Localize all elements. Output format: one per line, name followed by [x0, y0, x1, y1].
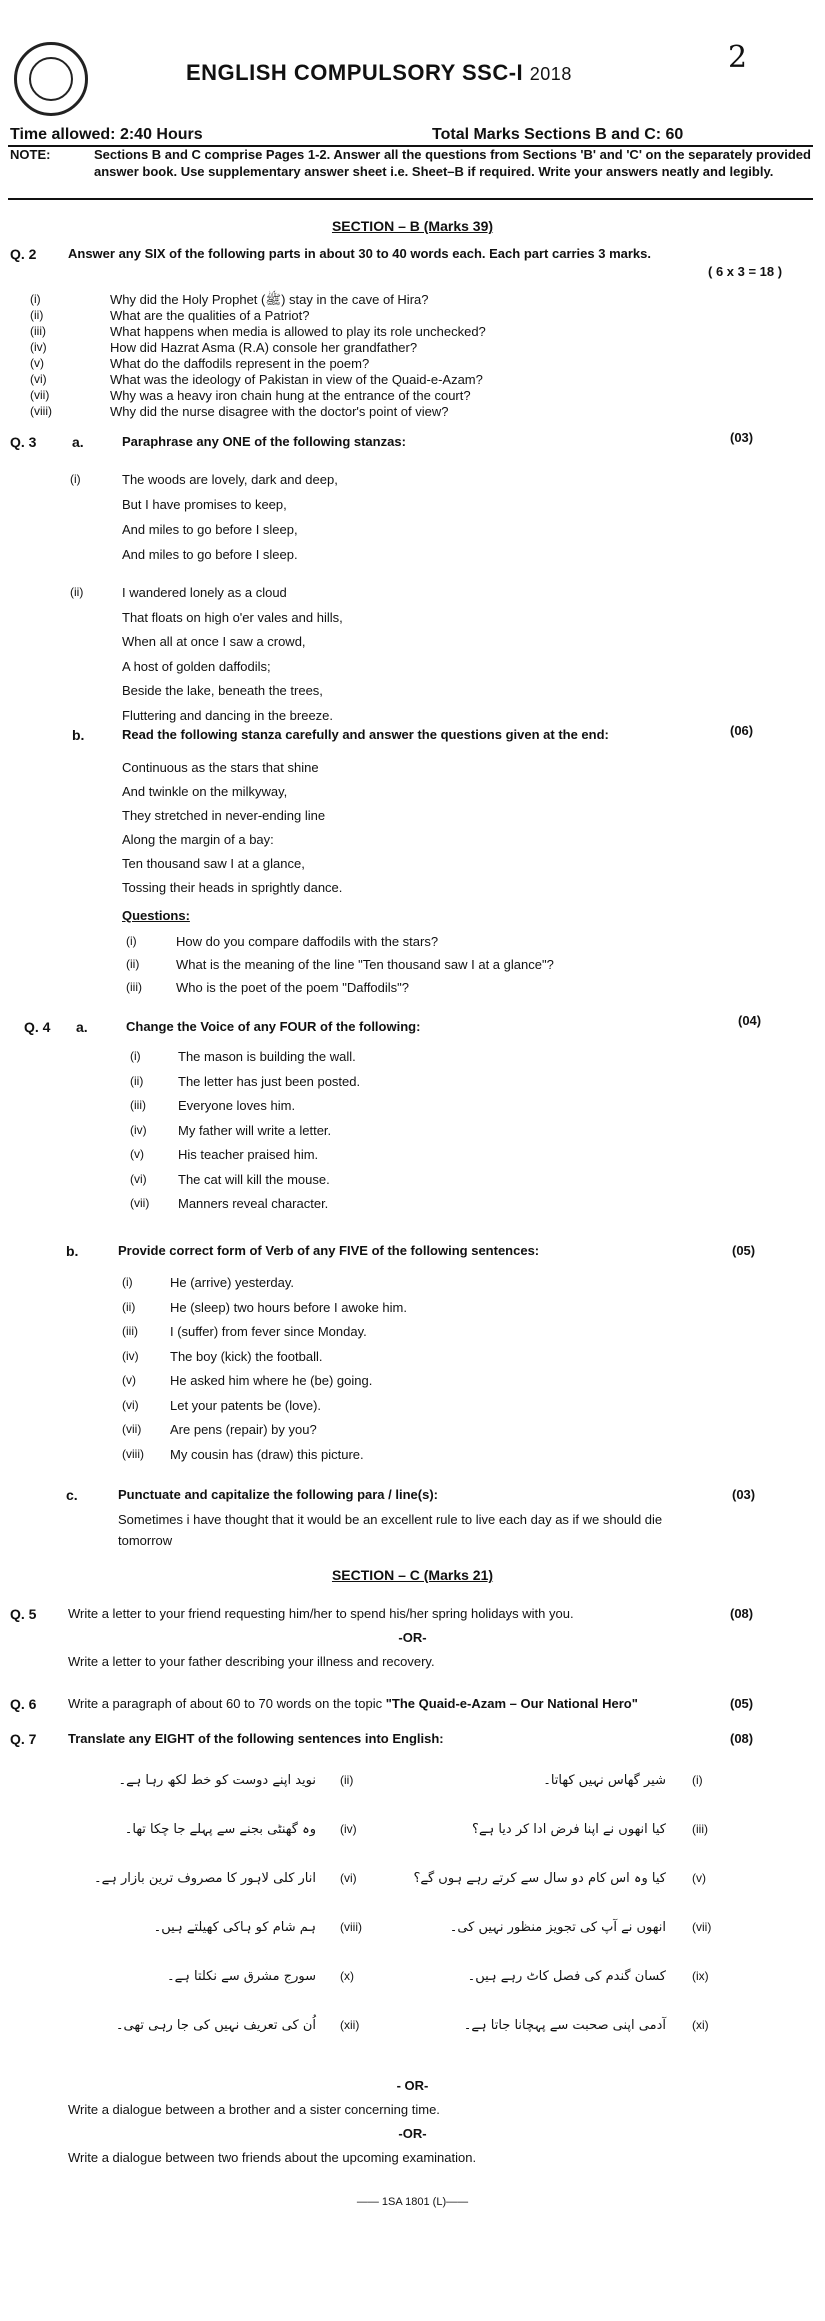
note-divider [8, 198, 813, 200]
q7-urdu-sentence: نوید اپنے دوست کو خط لکھ رہا ہے۔ [118, 1773, 316, 1788]
q4a-item-text: Everyone loves him. [178, 1098, 296, 1113]
q3b-marks: (06) [730, 723, 754, 738]
q4c-text-line1: Sometimes i have thought that it would be an excellent rule to live each day as if we should die [118, 1512, 663, 1527]
q2-item-text: What are the qualities of a Patriot? [110, 308, 310, 323]
stanza-line: Continuous as the stars that shine [122, 760, 319, 775]
question-item-number: (i) [126, 934, 137, 948]
q7-sentence-number: (vi) [340, 1871, 357, 1885]
q4a-item-text: The letter has just been posted. [178, 1073, 361, 1089]
stanza-line: I wandered lonely as a cloud [122, 585, 287, 600]
stanza-line: A host of golden daffodils; [122, 658, 271, 674]
stanza-line: They stretched in never-ending line [122, 808, 326, 823]
q7-sentence-number: (xi) [692, 2018, 709, 2032]
section-c-title: SECTION – C (Marks 21) [331, 1567, 494, 1583]
q7-urdu-sentence: کیا وہ اس کام دو سال سے کرتے رہے ہوں گے؟ [413, 1871, 666, 1886]
q7-or-1: - OR- [396, 2078, 429, 2093]
q4b-item-number: (vi) [122, 1397, 139, 1412]
q2-item-text: What happens when media is allowed to play its role unchecked? [110, 324, 486, 339]
q5-number: Q. 5 [10, 1606, 37, 1622]
q2-item-text: Why did the nurse disagree with the doctor's point of view? [110, 404, 449, 419]
q7-number: Q. 7 [10, 1731, 37, 1747]
q4b-item-text: He asked him where he (be) going. [170, 1373, 373, 1388]
q2-item-number: (ii) [30, 308, 44, 322]
q7-urdu-sentence: انھوں نے آپ کی تجویز منظور نہیں کی۔ [449, 1920, 666, 1935]
q7-sentence-number: (viii) [340, 1920, 362, 1934]
stanza-line: That floats on high o'er vales and hills, [122, 609, 343, 625]
q7-marks: (08) [730, 1731, 754, 1746]
q4b-item-number: (ii) [122, 1299, 136, 1314]
stanza-line: Beside the lake, beneath the trees, [122, 683, 323, 698]
q4b-item-number: (viii) [122, 1446, 144, 1461]
q4a-marks: (04) [738, 1013, 762, 1028]
q7-sentence-number: (iii) [692, 1822, 708, 1836]
q4-number: Q. 4 [24, 1019, 51, 1035]
q7-or-2: -OR- [398, 2126, 427, 2141]
q3a-label: a. [72, 434, 84, 450]
q6-marks: (05) [730, 1696, 754, 1711]
q2-instruction: Answer any SIX of the following parts in about 30 to 40 words each. Each part carries 3 marks. [68, 246, 652, 261]
q7-urdu-sentence: سورج مشرق سے نکلتا ہے۔ [167, 1969, 316, 1984]
q2-item-text: Why was a heavy iron chain hung at the entrance of the court? [110, 388, 471, 403]
q5-text1: Write a letter to your friend requesting him/her to spend his/her spring holidays with you. [68, 1606, 574, 1621]
q4a-item-number: (i) [130, 1049, 141, 1063]
q4b-marks: (05) [732, 1243, 756, 1258]
q7-sentence-number: (xii) [340, 2018, 360, 2032]
q5-or: -OR- [398, 1630, 427, 1645]
q5-marks: (08) [730, 1606, 754, 1621]
q4a-item-text: His teacher praised him. [178, 1147, 319, 1162]
q2-item-number: (iii) [30, 324, 46, 338]
q4b-item-number: (v) [122, 1373, 136, 1387]
q7-urdu-sentence: آدمی اپنی صحبت سے پہچانا جاتا ہے۔ [463, 2018, 666, 2033]
q4b-item-text: I (suffer) from fever since Monday. [170, 1324, 367, 1339]
question-item-text: Who is the poet of the poem "Daffodils"? [176, 980, 410, 995]
q7-alt2: Write a dialogue between two friends about the upcoming examination. [68, 2150, 477, 2165]
q7-urdu-sentence: اُن کی تعریف نہیں کی جا رہی تھی۔ [115, 2018, 316, 2033]
q7-sentence-number: (i) [692, 1773, 703, 1787]
question-item-text: What is the meaning of the line "Ten thousand saw I at a glance"? [176, 957, 554, 972]
q2-item-text: How did Hazrat Asma (R.A) console her grandfather? [110, 340, 418, 355]
q3-number: Q. 3 [10, 434, 37, 450]
q7-instruction: Translate any EIGHT of the following sentences into English: [68, 1731, 444, 1746]
q2-item-text: What was the ideology of Pakistan in view of the Quaid-e-Azam? [110, 372, 483, 387]
q2-item-number: (viii) [30, 404, 52, 418]
footer-code: —— 1SA 1801 (L)—— [356, 2196, 469, 2208]
question-item-text: How do you compare daffodils with the stars? [176, 934, 439, 949]
q4b-item-number: (vii) [122, 1422, 142, 1436]
q4b-item-text: He (arrive) yesterday. [170, 1275, 295, 1290]
page-number: 2 [728, 40, 748, 75]
q7-urdu-sentence: شیر گھاس نہیں کھاتا۔ [543, 1773, 666, 1788]
q4a-label: a. [76, 1019, 88, 1035]
q4a-item-number: (iv) [130, 1122, 147, 1137]
board-seal-logo [14, 42, 88, 116]
q4a-instruction: Change the Voice of any FOUR of the following: [126, 1019, 421, 1034]
note-text: Sections B and C comprise Pages 1-2. Answer all the questions from Sections 'B' and 'C' on the separately provided answer book. Use supplementary answer sheet i.e. Sheet–B if required. Write your answers neatly and legibly. [94, 147, 811, 179]
stanza-line: Fluttering and dancing in the breeze. [122, 707, 334, 723]
q4b-instruction: Provide correct form of Verb of any FIVE of the following sentences: [118, 1243, 540, 1258]
stanza-line: Along the margin of a bay: [122, 832, 274, 847]
total-marks: Total Marks Sections B and C: 60 [432, 126, 684, 143]
stanza2-number: (ii) [70, 585, 84, 599]
q2-item-number: (i) [30, 292, 41, 306]
q7-sentence-number: (x) [340, 1969, 354, 1983]
questions-label: Questions: [122, 908, 190, 923]
note-label: NOTE: [10, 147, 51, 162]
q7-urdu-sentence: وہ گھنٹی بجنے سے پہلے جا چکا تھا۔ [124, 1822, 316, 1837]
q2-number: Q. 2 [10, 246, 37, 262]
q4a-item-text: My father will write a letter. [178, 1122, 332, 1138]
q3b-instruction: Read the following stanza carefully and answer the questions given at the end: [122, 727, 609, 742]
stanza-line: Tossing their heads in sprightly dance. [122, 880, 343, 895]
q4b-item-text: My cousin has (draw) this picture. [170, 1446, 364, 1462]
q7-sentence-number: (v) [692, 1871, 706, 1885]
q2-item-number: (iv) [30, 340, 47, 354]
stanza-line: When all at once I saw a crowd, [122, 634, 306, 649]
stanza1-number: (i) [70, 472, 81, 486]
stanza-line: Ten thousand saw I at a glance, [122, 856, 305, 871]
q4a-item-number: (v) [130, 1147, 144, 1161]
q4a-item-text: The cat will kill the mouse. [178, 1171, 330, 1187]
q4a-item-number: (vi) [130, 1171, 147, 1186]
q7-urdu-sentence: انار کلی لاہور کا مصروف ترین بازار ہے۔ [94, 1871, 316, 1886]
q4a-item-text: Manners reveal character. [178, 1196, 329, 1211]
q4c-label: c. [66, 1487, 78, 1503]
stanza-line: The woods are lovely, dark and deep, [122, 472, 338, 487]
stanza-line: But I have promises to keep, [122, 497, 287, 512]
q6-text: Write a paragraph of about 60 to 70 words on the topic "The Quaid-e-Azam – Our National Hero" [68, 1696, 638, 1711]
q4c-instruction: Punctuate and capitalize the following para / line(s): [118, 1487, 438, 1502]
q7-sentence-number: (ii) [340, 1773, 354, 1787]
q7-alt1: Write a dialogue between a brother and a sister concerning time. [68, 2102, 440, 2117]
q4b-item-text: Are pens (repair) by you? [170, 1422, 317, 1437]
q2-item-text: What do the daffodils represent in the poem? [110, 356, 370, 371]
q2-item-number: (vi) [30, 372, 47, 386]
q2-item-number: (v) [30, 356, 44, 370]
q3a-instruction: Paraphrase any ONE of the following stanzas: [122, 434, 406, 449]
q6-topic: "The Quaid-e-Azam – Our National Hero" [385, 1696, 638, 1711]
stanza-line: And miles to go before I sleep. [122, 547, 298, 562]
q4c-text-line2: tomorrow [118, 1533, 173, 1548]
q4b-item-text: He (sleep) two hours before I awoke him. [170, 1299, 407, 1315]
q7-urdu-sentence: کسان گندم کی فصل کاٹ رہے ہیں۔ [467, 1969, 666, 1984]
q4b-item-text: The boy (kick) the football. [170, 1348, 323, 1364]
q5-text2: Write a letter to your father describing your illness and recovery. [68, 1654, 435, 1669]
question-item-number: (iii) [126, 980, 142, 994]
q2-marks: ( 6 x 3 = 18 ) [708, 264, 783, 279]
q7-sentence-number: (iv) [340, 1822, 357, 1836]
q4c-marks: (03) [732, 1487, 756, 1502]
q3b-label: b. [72, 727, 85, 743]
q4b-item-number: (i) [122, 1275, 133, 1289]
q3a-marks: (03) [730, 430, 754, 445]
q2-item-text: Why did the Holy Prophet (ﷺ) stay in the cave of Hira? [110, 292, 429, 307]
q2-item-number: (vii) [30, 388, 50, 402]
q4a-item-number: (vii) [130, 1196, 150, 1210]
q4b-item-number: (iii) [122, 1324, 138, 1338]
q4a-item-text: The mason is building the wall. [178, 1049, 356, 1064]
q7-urdu-sentence: کیا انھوں نے اپنا فرض ادا کر دیا ہے؟ [472, 1822, 666, 1837]
section-b-title: SECTION – B (Marks 39) [331, 218, 494, 234]
time-allowed: Time allowed: 2:40 Hours [10, 126, 203, 143]
stanza-line: And miles to go before I sleep, [122, 522, 298, 537]
q4a-item-number: (ii) [130, 1073, 144, 1088]
q4a-item-number: (iii) [130, 1098, 146, 1112]
q7-sentence-number: (ix) [692, 1969, 709, 1983]
q7-sentence-number: (vii) [692, 1920, 712, 1934]
q7-urdu-sentence: ہم شام کو ہاکی کھیلتے ہیں۔ [153, 1920, 316, 1935]
q4b-label: b. [66, 1243, 79, 1259]
question-item-number: (ii) [126, 957, 140, 971]
paper-title: ENGLISH COMPULSORY SSC-I 2018 [186, 60, 572, 85]
q4b-item-number: (iv) [122, 1348, 139, 1363]
q4b-item-text: Let your patents be (love). [170, 1397, 322, 1413]
stanza-line: And twinkle on the milkyway, [122, 784, 288, 799]
q6-number: Q. 6 [10, 1696, 37, 1712]
